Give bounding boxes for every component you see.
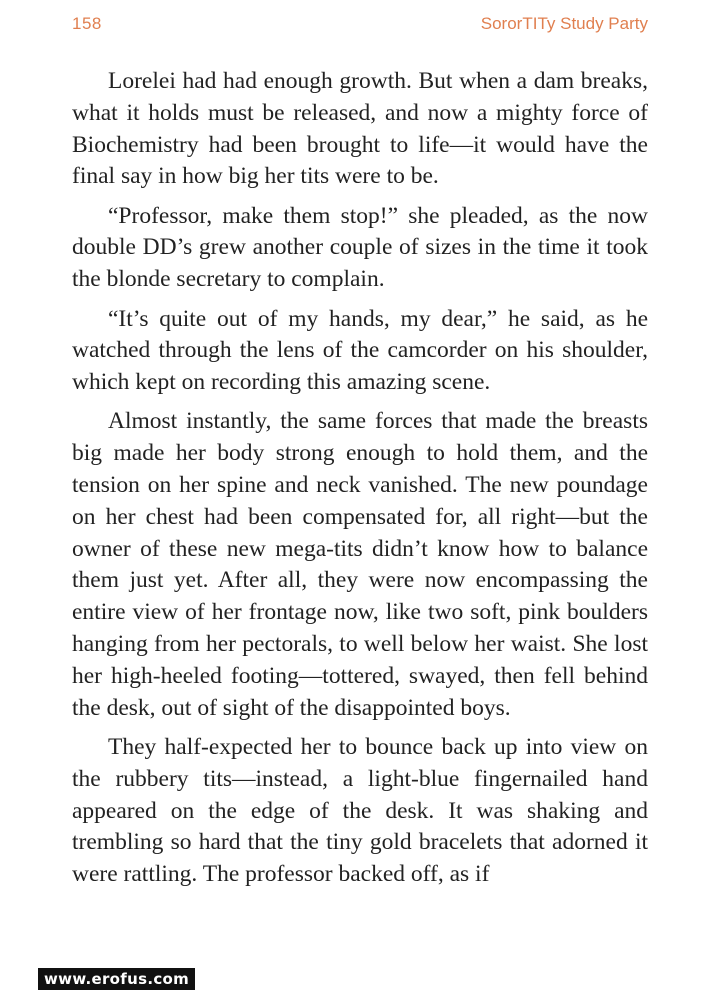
paragraph: Lorelei had had enough growth. But when a dam breaks, what it holds must be released, and now a mighty force of Biochemistry had been brought to life—it would have the final say in how big her tits were to be. xyxy=(72,68,648,190)
paragraph: They half-expected her to bounce back up into view on the rubbery tits—instead, a light-blue fingernailed hand appeared on the edge of the desk. It was shaking and trembling so hard that the tiny gold bracelets that adorned it were rattling. The professor backed off, as if xyxy=(72,733,648,888)
paragraph: Almost instantly, the same forces that made the breasts big made her body strong enough to hold them, and the tension on her spine and neck vanished. The new poundage on her chest had been compensated for, all right—but the owner of these new mega-tits didn’t know how to balance them just yet. After all, they were now encompassing the entire view of her frontage now, like two soft, pink boulders hanging from her pectorals, to well below her waist. She lost her high-heeled footing—tottered, swayed, then fell behind the desk, out of sight of the disappointed boys. xyxy=(72,408,648,721)
watermark: www.erofus.com xyxy=(38,968,195,990)
paragraph: “It’s quite out of my hands, my dear,” he said, as he watched through the lens of the camcorder on his shoulder, which kept on recording this amazing scene. xyxy=(72,305,648,396)
body-text xyxy=(72,66,648,898)
page-number: 158 xyxy=(72,14,102,33)
paragraph: “Professor, make them stop!” she pleaded, as the now double DD’s grew another couple of sizes in the time it took the blonde secretary to complain. xyxy=(72,202,648,293)
running-title: SororTITy Study Party xyxy=(480,14,648,33)
